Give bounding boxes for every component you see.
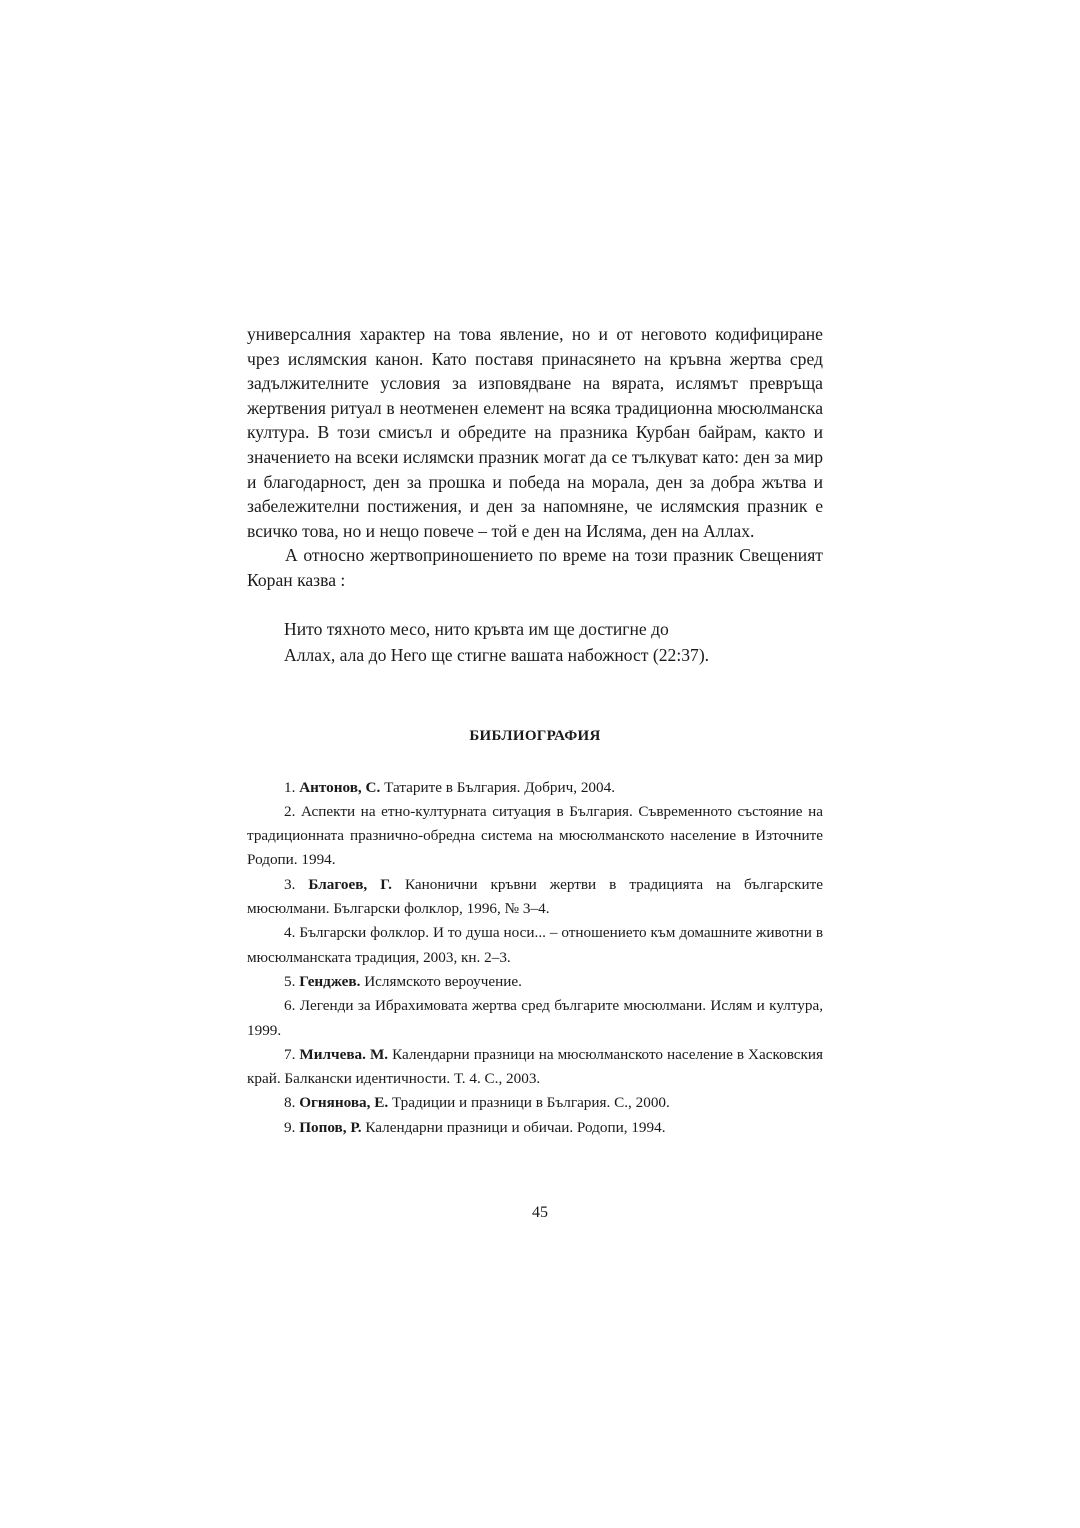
bibliography-item	[247, 1043, 823, 1092]
quote-line-2: Аллах, ала до Него ще стигне вашата набожност (22:37).	[284, 645, 710, 666]
body-paragraph-2: А относно жертвоприношението по време на този празник Свещеният Коран казва :	[247, 545, 823, 590]
page-number: 45	[532, 1204, 548, 1221]
item-text: Канонични кръвни жертви в традицията на българските мюсюлмани. Български фолклор, 1996, № 3–4.	[247, 875, 824, 918]
item-text: Календарни празници и обичаи. Родопи, 1994.	[365, 1118, 666, 1136]
bibliography-title: БИБЛИОГРАФИЯ	[469, 727, 601, 744]
bibliography-list	[247, 776, 823, 1140]
bibliography-item	[247, 1091, 823, 1115]
bibliography-item	[247, 994, 823, 1043]
item-text: Аспекти на етно-културната ситуация в България. Съвременното състояние на традиционната празнично-обредна система на мюсюлманското население в Източните Родопи. 1994.	[247, 802, 823, 869]
item-text: Традиции и празници в България. С., 2000.	[391, 1094, 670, 1112]
item-number: 9.	[284, 1118, 296, 1136]
item-number: 8.	[284, 1094, 296, 1112]
item-number: 7.	[284, 1045, 296, 1063]
item-author: Милчева. М.	[299, 1045, 389, 1063]
item-author: Огнянова, Е.	[299, 1094, 389, 1112]
item-text: Календарни празници на мюсюлманското население в Хасковския край. Балкански идентичности. Т. 4. С., 2003.	[247, 1045, 824, 1088]
item-text: Легенди за Ибрахимовата жертва сред българите мюсюлмани. Ислям и култура, 1999.	[247, 997, 823, 1039]
item-text: Татарите в България. Добрич, 2004.	[384, 778, 615, 796]
body-paragraph-1: универсалния характер на това явление, но и от неговото кодифициране чрез ислямския канон. Като поставя принасянето на кръвна жертва сред задължителните условия за изповядване на вярата, ислямът превръща жертвения ритуал в неотменен елемент на всяка традиционна мюсюлманска култура. В този смисъл и обредите на празника Курбан байрам, както и значението на всеки ислямски празник могат да се тълкуват като: ден за мир и благодарност, ден за прошка и победа на морала, ден за добра жътва и забележителни постижения, и ден за напомняне, че ислямския празник е всичко това, но и нещо повече – той е ден на Исляма, ден на Аллах.	[247, 324, 823, 541]
bibliography-item	[247, 776, 823, 800]
bibliography-item	[247, 873, 823, 922]
item-author: Антонов, С.	[299, 778, 381, 796]
item-number: 3.	[284, 875, 296, 893]
item-number: 1.	[284, 778, 296, 796]
item-number: 6.	[284, 997, 296, 1015]
item-number: 2.	[284, 802, 296, 820]
item-author: Генджев.	[299, 972, 361, 990]
item-number: 4.	[284, 924, 296, 942]
item-number: 5.	[284, 972, 296, 990]
bibliography-item	[247, 921, 823, 970]
quran-quote	[284, 616, 823, 669]
item-text: Ислямското вероучение.	[364, 972, 522, 990]
bibliography-item	[247, 970, 823, 994]
item-text: Български фолклор. И то душа носи... – отношението към домашните животни в мюсюлманската традиция, 2003, кн. 2–3.	[247, 924, 823, 966]
bibliography-item	[247, 800, 823, 873]
page-content	[247, 322, 823, 1140]
quote-line-1: Нито тяхното месо, нито кръвта им ще достигне до	[284, 618, 669, 639]
item-author: Благоев, Г.	[308, 875, 392, 893]
bibliography-item	[247, 1116, 823, 1140]
item-author: Попов, Р.	[299, 1118, 362, 1136]
